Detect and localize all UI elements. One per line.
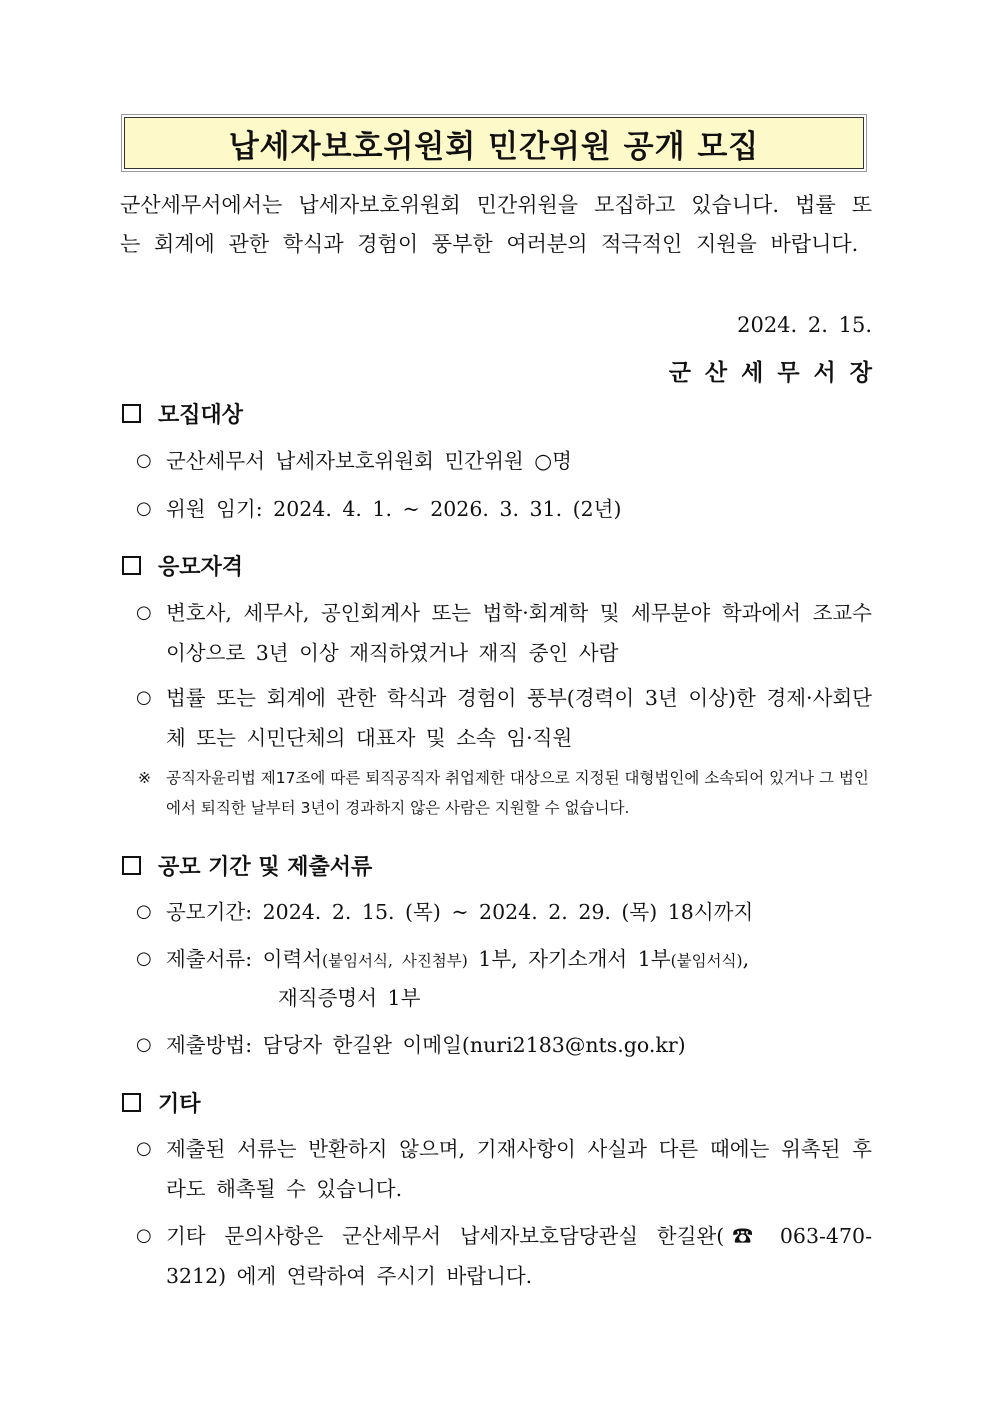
checkbox-square-icon [122,856,141,875]
circle-bullet-icon: ○ [136,901,152,922]
section-qualifications [122,550,243,581]
section-title: 공모 기간 및 제출서류 [158,855,373,880]
list-item: ○ 제출방법: 담당자 한길완 이메일(nuri2183@nts.go.kr) [136,1025,872,1065]
circle-bullet-icon: ○ [136,948,152,969]
list-item-continuation: 재직증명서 1부 [278,986,421,1010]
checkbox-square-icon [122,556,141,575]
section-other [122,1087,201,1118]
circle-bullet-icon: ○ [136,687,152,708]
section-title: 모집대상 [158,403,244,428]
list-item: ○ 군산세무서 납세자보호위원회 민간위원 ○명 [136,441,872,481]
eligibility-note: ※ 공직자윤리법 제17조에 따른 퇴직공직자 취업제한 대상으로 지정된 대형법인에 소속되어 있거나 그 법인에서 퇴직한 날부터 3년이 경과하지 않은 사람은 지원할 수 없습니다. [138,763,872,823]
section-recruit-target [122,398,243,429]
circle-bullet-icon: ○ [136,602,152,623]
circle-bullet-icon: ○ [136,498,152,519]
list-item: ○ 제출된 서류는 반환하지 않으며, 기재사항이 사실과 다른 때에는 위촉된 후라도 해촉될 수 있습니다. [136,1129,872,1209]
list-item: ○ 기타 문의사항은 군산세무서 납세자보호담당관실 한길완(☎ 063-470-3212) 에게 연락하여 주시기 바랍니다. [136,1216,872,1296]
section-period-documents [122,850,372,881]
checkbox-square-icon [122,1093,141,1112]
issuer-name: 군산세무서장 [668,359,886,386]
page-title: 납세자보호위원회 민간위원 공개 모집 [228,128,760,165]
issue-date: 2024. 2. 15. [737,313,872,337]
title-banner [124,117,864,169]
section-title: 기타 [158,1092,201,1117]
list-item-documents: ○ 제출서류: 이력서(붙임서식, 사진첨부) 1부, 자기소개서 1부(붙임서식), [136,939,872,981]
circle-bullet-icon: ○ [136,1225,152,1246]
list-item: ○ 위원 임기: 2024. 4. 1. ~ 2026. 3. 31. (2년) [136,489,872,529]
list-item: ○ 법률 또는 회계에 관한 학식과 경험이 풍부(경력이 3년 이상)한 경제·사회단체 또는 시민단체의 대표자 및 소속 임·직원 [136,678,872,758]
intro-paragraph: 군산세무서에서는 납세자보호위원회 민간위원을 모집하고 있습니다. 법률 또는 회계에 관한 학식과 경험이 풍부한 여러분의 적극적인 지원을 바랍니다. [120,193,872,256]
circle-bullet-icon: ○ [136,1034,152,1055]
section-title: 응모자격 [158,555,244,580]
circle-bullet-icon: ○ [136,1138,152,1159]
checkbox-square-icon [122,404,141,423]
reference-mark-icon: ※ [138,769,151,787]
circle-bullet-icon: ○ [136,450,152,471]
list-item: ○ 공모기간: 2024. 2. 15. (목) ~ 2024. 2. 29. (목) 18시까지 [136,892,872,932]
list-item: ○ 변호사, 세무사, 공인회계사 또는 법학·회계학 및 세무분야 학과에서 조교수 이상으로 3년 이상 재직하였거나 재직 중인 사람 [136,593,872,673]
